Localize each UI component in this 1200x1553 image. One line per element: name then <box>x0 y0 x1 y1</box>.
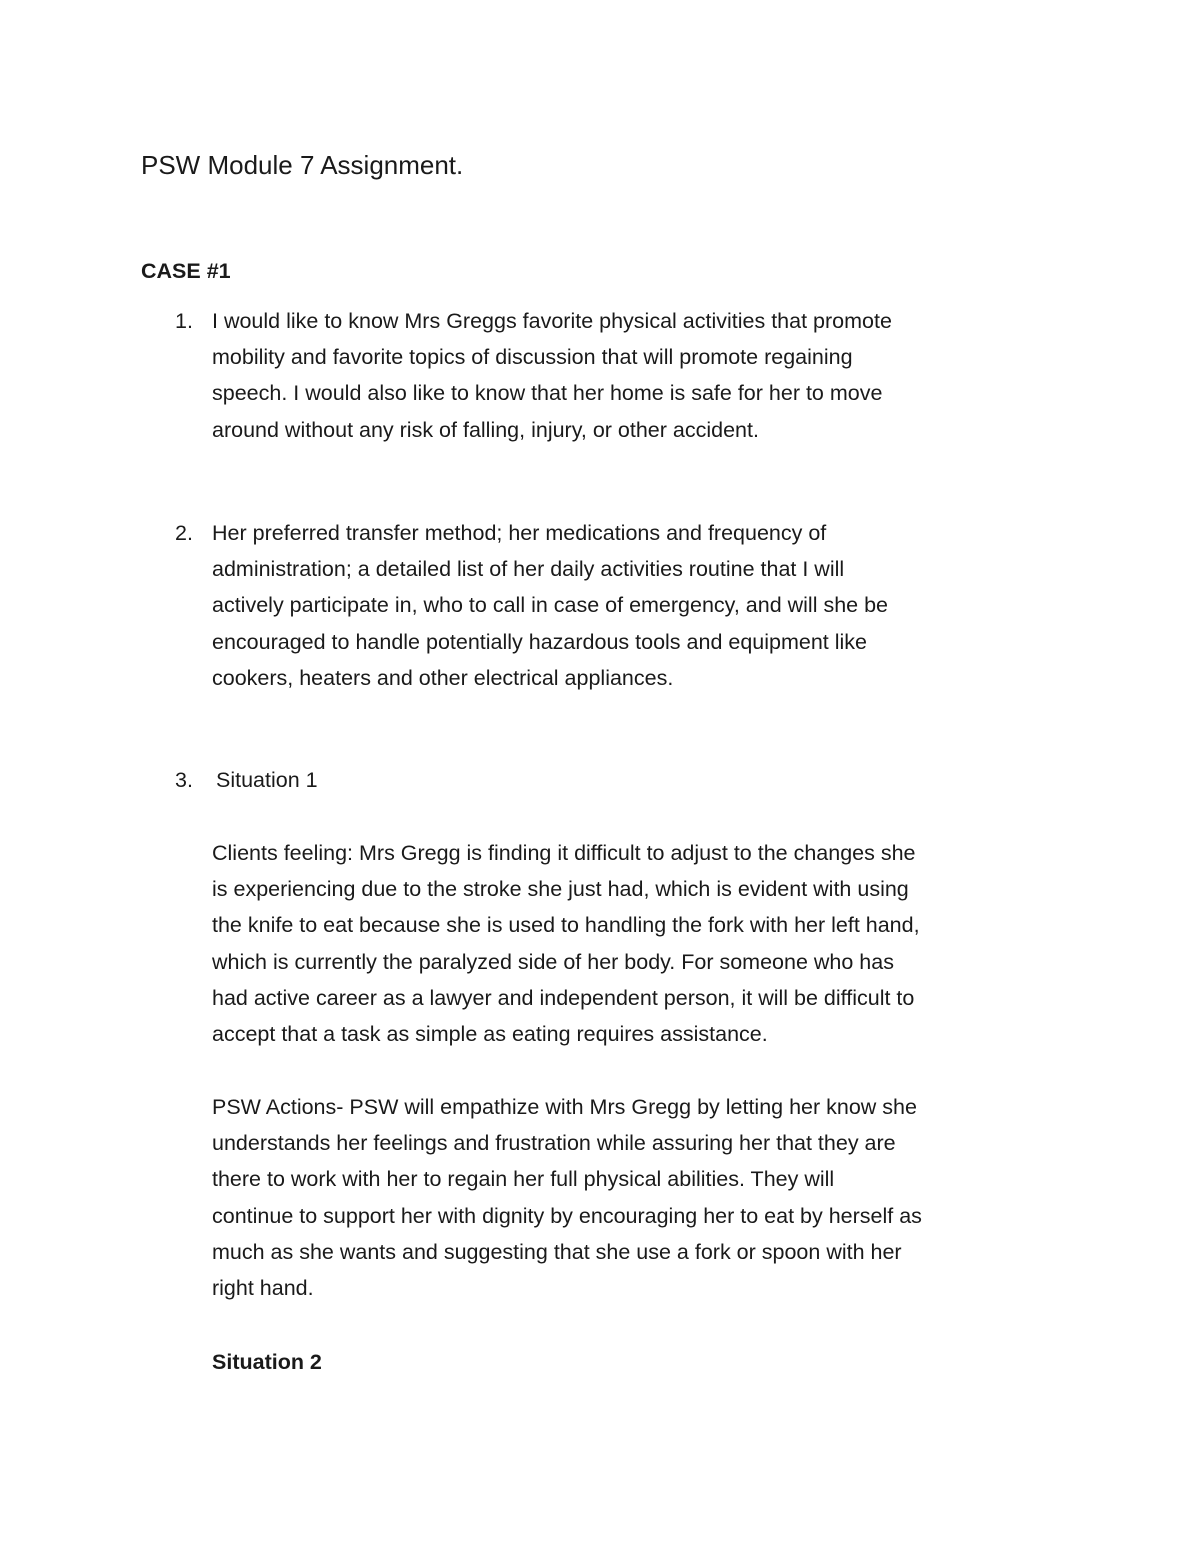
situation-2-heading: Situation 2 <box>212 1350 322 1374</box>
text-line: actively participate in, who to call in case of emergency, and will she be <box>212 593 889 618</box>
text-line: encouraged to handle potentially hazardous tools and equipment like <box>212 629 868 654</box>
text-line: is experiencing due to the stroke she just had, which is evident with using <box>212 877 909 902</box>
text-line: administration; a detailed list of her daily activities routine that I will <box>212 557 845 582</box>
text-line: understands her feelings and frustration while assuring her that they are <box>212 1131 896 1156</box>
text-line: speech. I would also like to know that her home is safe for her to move <box>212 381 883 406</box>
list-item-text <box>212 515 1072 696</box>
text-line: the knife to eat because she is used to handling the fork with her left hand, <box>212 913 920 938</box>
text-line: continue to support her with dignity by encouraging her to eat by herself as <box>212 1203 922 1228</box>
text-line: Clients feeling: Mrs Gregg is finding it difficult to adjust to the changes she <box>212 841 916 865</box>
list-number: 2. <box>175 521 193 545</box>
text-line: there to work with her to regain her full physical abilities. They will <box>212 1167 835 1192</box>
page-title: PSW Module 7 Assignment. <box>141 150 464 180</box>
text-line: around without any risk of falling, injury, or other accident. <box>212 417 759 442</box>
text-line: mobility and favorite topics of discussion that will promote regaining <box>212 345 853 370</box>
list-item-text <box>212 303 1072 448</box>
text-line: accept that a task as simple as eating requires assistance. <box>212 1022 768 1047</box>
psw-actions-paragraph <box>212 1089 1092 1306</box>
text-line: right hand. <box>212 1276 314 1301</box>
text-line: had active career as a lawyer and independent person, it will be difficult to <box>212 985 915 1010</box>
clients-feeling-paragraph <box>212 835 1092 1052</box>
text-line: Her preferred transfer method; her medications and frequency of <box>212 521 827 545</box>
list-number: 1. <box>175 309 193 333</box>
text-line: cookers, heaters and other electrical appliances. <box>212 665 674 690</box>
text-line: which is currently the paralyzed side of her body. For someone who has <box>212 949 894 974</box>
text-line: PSW Actions- PSW will empathize with Mrs Gregg by letting her know she <box>212 1095 917 1119</box>
text-line: I would like to know Mrs Greggs favorite physical activities that promote <box>212 309 892 333</box>
case-heading: CASE #1 <box>141 259 231 283</box>
text-line: much as she wants and suggesting that she use a fork or spoon with her <box>212 1239 902 1264</box>
list-number: 3. <box>175 768 193 792</box>
situation-1-label: Situation 1 <box>216 768 318 792</box>
